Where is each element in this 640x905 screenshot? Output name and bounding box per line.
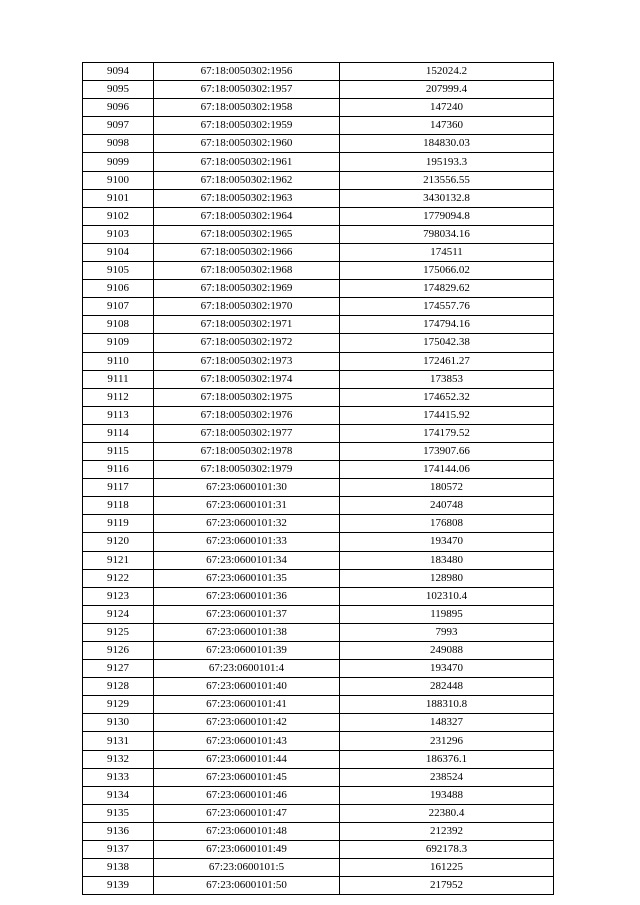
row-number-cell: 9107	[83, 298, 154, 316]
row-number-cell: 9130	[83, 714, 154, 732]
table-row	[83, 117, 554, 135]
row-number-cell: 9111	[83, 370, 154, 388]
row-number-cell: 9114	[83, 424, 154, 442]
table-row	[83, 497, 554, 515]
row-number-cell: 9105	[83, 262, 154, 280]
cadastral-value-cell: 212392	[340, 822, 554, 840]
table-row	[83, 768, 554, 786]
cadastral-value-cell: 174144.06	[340, 461, 554, 479]
cadastral-number-cell: 67:18:0050302:1957	[154, 81, 340, 99]
table-row	[83, 587, 554, 605]
cadastral-value-cell: 7993	[340, 623, 554, 641]
table-row	[83, 678, 554, 696]
cadastral-value-cell: 249088	[340, 642, 554, 660]
cadastral-number-cell: 67:23:0600101:31	[154, 497, 340, 515]
cadastral-number-cell: 67:23:0600101:5	[154, 859, 340, 877]
row-number-cell: 9104	[83, 243, 154, 261]
row-number-cell: 9137	[83, 841, 154, 859]
row-number-cell: 9099	[83, 153, 154, 171]
table-row	[83, 822, 554, 840]
row-number-cell: 9103	[83, 225, 154, 243]
row-number-cell: 9100	[83, 171, 154, 189]
row-number-cell: 9097	[83, 117, 154, 135]
table-row	[83, 298, 554, 316]
cadastral-number-cell: 67:18:0050302:1971	[154, 316, 340, 334]
row-number-cell: 9138	[83, 859, 154, 877]
row-number-cell: 9119	[83, 515, 154, 533]
table-row	[83, 642, 554, 660]
cadastral-number-cell: 67:23:0600101:48	[154, 822, 340, 840]
cadastral-value-cell: 173907.66	[340, 442, 554, 460]
row-number-cell: 9123	[83, 587, 154, 605]
table-row	[83, 515, 554, 533]
row-number-cell: 9135	[83, 804, 154, 822]
row-number-cell: 9125	[83, 623, 154, 641]
table-row	[83, 352, 554, 370]
table-row	[83, 280, 554, 298]
cadastral-number-cell: 67:18:0050302:1970	[154, 298, 340, 316]
table-row	[83, 442, 554, 460]
table-row	[83, 424, 554, 442]
table-row	[83, 786, 554, 804]
table-row	[83, 153, 554, 171]
cadastral-value-cell: 175066.02	[340, 262, 554, 280]
row-number-cell: 9116	[83, 461, 154, 479]
row-number-cell: 9110	[83, 352, 154, 370]
cadastral-value-cell: 1779094.8	[340, 207, 554, 225]
row-number-cell: 9131	[83, 732, 154, 750]
cadastral-number-cell: 67:23:0600101:45	[154, 768, 340, 786]
cadastral-value-cell: 174794.16	[340, 316, 554, 334]
row-number-cell: 9106	[83, 280, 154, 298]
table-row	[83, 750, 554, 768]
cadastral-number-cell: 67:23:0600101:41	[154, 696, 340, 714]
cadastral-value-cell: 174179.52	[340, 424, 554, 442]
table-row	[83, 243, 554, 261]
cadastral-value-cell: 174829.62	[340, 280, 554, 298]
table-row	[83, 99, 554, 117]
table-row	[83, 696, 554, 714]
cadastral-number-cell: 67:23:0600101:50	[154, 877, 340, 895]
row-number-cell: 9113	[83, 406, 154, 424]
cadastral-number-cell: 67:18:0050302:1956	[154, 63, 340, 81]
cadastral-number-cell: 67:23:0600101:32	[154, 515, 340, 533]
cadastral-number-cell: 67:18:0050302:1972	[154, 334, 340, 352]
cadastral-number-cell: 67:23:0600101:40	[154, 678, 340, 696]
table-row	[83, 533, 554, 551]
cadastral-value-cell: 238524	[340, 768, 554, 786]
cadastral-value-cell: 217952	[340, 877, 554, 895]
cadastral-number-cell: 67:23:0600101:47	[154, 804, 340, 822]
cadastral-number-cell: 67:18:0050302:1960	[154, 135, 340, 153]
cadastral-number-cell: 67:18:0050302:1961	[154, 153, 340, 171]
row-number-cell: 9122	[83, 569, 154, 587]
row-number-cell: 9112	[83, 388, 154, 406]
table-row	[83, 316, 554, 334]
row-number-cell: 9133	[83, 768, 154, 786]
cadastral-value-table	[82, 62, 554, 895]
table-row	[83, 714, 554, 732]
table-row	[83, 804, 554, 822]
cadastral-value-cell: 175042.38	[340, 334, 554, 352]
cadastral-value-cell: 180572	[340, 479, 554, 497]
row-number-cell: 9134	[83, 786, 154, 804]
cadastral-value-cell: 148327	[340, 714, 554, 732]
cadastral-value-cell: 186376.1	[340, 750, 554, 768]
cadastral-number-cell: 67:23:0600101:46	[154, 786, 340, 804]
table-body	[83, 63, 554, 895]
cadastral-number-cell: 67:23:0600101:33	[154, 533, 340, 551]
cadastral-value-cell: 128980	[340, 569, 554, 587]
row-number-cell: 9102	[83, 207, 154, 225]
cadastral-value-cell: 193488	[340, 786, 554, 804]
cadastral-value-cell: 184830.03	[340, 135, 554, 153]
cadastral-value-cell: 119895	[340, 605, 554, 623]
cadastral-number-cell: 67:23:0600101:42	[154, 714, 340, 732]
row-number-cell: 9095	[83, 81, 154, 99]
cadastral-number-cell: 67:18:0050302:1966	[154, 243, 340, 261]
cadastral-value-cell: 282448	[340, 678, 554, 696]
cadastral-value-cell: 172461.27	[340, 352, 554, 370]
cadastral-number-cell: 67:18:0050302:1977	[154, 424, 340, 442]
table-row	[83, 262, 554, 280]
row-number-cell: 9136	[83, 822, 154, 840]
cadastral-value-cell: 147240	[340, 99, 554, 117]
row-number-cell: 9109	[83, 334, 154, 352]
cadastral-number-cell: 67:23:0600101:43	[154, 732, 340, 750]
cadastral-number-cell: 67:18:0050302:1962	[154, 171, 340, 189]
cadastral-number-cell: 67:18:0050302:1968	[154, 262, 340, 280]
cadastral-value-cell: 161225	[340, 859, 554, 877]
cadastral-number-cell: 67:23:0600101:49	[154, 841, 340, 859]
table-row	[83, 370, 554, 388]
cadastral-number-cell: 67:18:0050302:1973	[154, 352, 340, 370]
cadastral-value-cell: 195193.3	[340, 153, 554, 171]
cadastral-number-cell: 67:23:0600101:35	[154, 569, 340, 587]
cadastral-value-cell: 183480	[340, 551, 554, 569]
cadastral-value-cell: 692178.3	[340, 841, 554, 859]
cadastral-value-cell: 174415.92	[340, 406, 554, 424]
cadastral-value-cell: 240748	[340, 497, 554, 515]
row-number-cell: 9126	[83, 642, 154, 660]
table-row	[83, 388, 554, 406]
cadastral-value-cell: 231296	[340, 732, 554, 750]
cadastral-value-cell: 188310.8	[340, 696, 554, 714]
table-row	[83, 732, 554, 750]
row-number-cell: 9115	[83, 442, 154, 460]
cadastral-value-cell: 798034.16	[340, 225, 554, 243]
row-number-cell: 9120	[83, 533, 154, 551]
row-number-cell: 9139	[83, 877, 154, 895]
table-row	[83, 81, 554, 99]
cadastral-number-cell: 67:23:0600101:37	[154, 605, 340, 623]
cadastral-value-cell: 174652.32	[340, 388, 554, 406]
row-number-cell: 9132	[83, 750, 154, 768]
cadastral-number-cell: 67:18:0050302:1965	[154, 225, 340, 243]
cadastral-number-cell: 67:18:0050302:1964	[154, 207, 340, 225]
cadastral-value-cell: 213556.55	[340, 171, 554, 189]
table-row	[83, 877, 554, 895]
row-number-cell: 9096	[83, 99, 154, 117]
table-row	[83, 660, 554, 678]
cadastral-value-cell: 174557.76	[340, 298, 554, 316]
cadastral-number-cell: 67:18:0050302:1979	[154, 461, 340, 479]
cadastral-value-cell: 176808	[340, 515, 554, 533]
table-row	[83, 461, 554, 479]
row-number-cell: 9101	[83, 189, 154, 207]
cadastral-number-cell: 67:18:0050302:1969	[154, 280, 340, 298]
cadastral-number-cell: 67:18:0050302:1978	[154, 442, 340, 460]
table-row	[83, 63, 554, 81]
table-row	[83, 569, 554, 587]
cadastral-number-cell: 67:23:0600101:38	[154, 623, 340, 641]
row-number-cell: 9118	[83, 497, 154, 515]
cadastral-value-cell: 207999.4	[340, 81, 554, 99]
table-row	[83, 135, 554, 153]
cadastral-value-cell: 152024.2	[340, 63, 554, 81]
cadastral-value-cell: 102310.4	[340, 587, 554, 605]
cadastral-value-cell: 147360	[340, 117, 554, 135]
table-row	[83, 551, 554, 569]
cadastral-value-cell: 3430132.8	[340, 189, 554, 207]
cadastral-value-cell: 173853	[340, 370, 554, 388]
cadastral-number-cell: 67:23:0600101:34	[154, 551, 340, 569]
row-number-cell: 9127	[83, 660, 154, 678]
table-row	[83, 334, 554, 352]
row-number-cell: 9117	[83, 479, 154, 497]
table-row	[83, 225, 554, 243]
cadastral-number-cell: 67:18:0050302:1958	[154, 99, 340, 117]
table-row	[83, 841, 554, 859]
table-row	[83, 207, 554, 225]
cadastral-number-cell: 67:18:0050302:1976	[154, 406, 340, 424]
row-number-cell: 9108	[83, 316, 154, 334]
table-row	[83, 605, 554, 623]
row-number-cell: 9129	[83, 696, 154, 714]
table-row	[83, 479, 554, 497]
table-row	[83, 406, 554, 424]
cadastral-number-cell: 67:18:0050302:1959	[154, 117, 340, 135]
cadastral-number-cell: 67:23:0600101:39	[154, 642, 340, 660]
cadastral-value-cell: 193470	[340, 533, 554, 551]
row-number-cell: 9124	[83, 605, 154, 623]
cadastral-number-cell: 67:18:0050302:1974	[154, 370, 340, 388]
cadastral-number-cell: 67:23:0600101:30	[154, 479, 340, 497]
table-row	[83, 171, 554, 189]
row-number-cell: 9098	[83, 135, 154, 153]
row-number-cell: 9121	[83, 551, 154, 569]
cadastral-value-cell: 174511	[340, 243, 554, 261]
cadastral-number-cell: 67:23:0600101:44	[154, 750, 340, 768]
cadastral-number-cell: 67:18:0050302:1963	[154, 189, 340, 207]
table-row	[83, 189, 554, 207]
cadastral-number-cell: 67:23:0600101:36	[154, 587, 340, 605]
cadastral-value-cell: 193470	[340, 660, 554, 678]
table-row	[83, 623, 554, 641]
row-number-cell: 9128	[83, 678, 154, 696]
cadastral-number-cell: 67:23:0600101:4	[154, 660, 340, 678]
table-row	[83, 859, 554, 877]
cadastral-value-cell: 22380.4	[340, 804, 554, 822]
row-number-cell: 9094	[83, 63, 154, 81]
cadastral-number-cell: 67:18:0050302:1975	[154, 388, 340, 406]
